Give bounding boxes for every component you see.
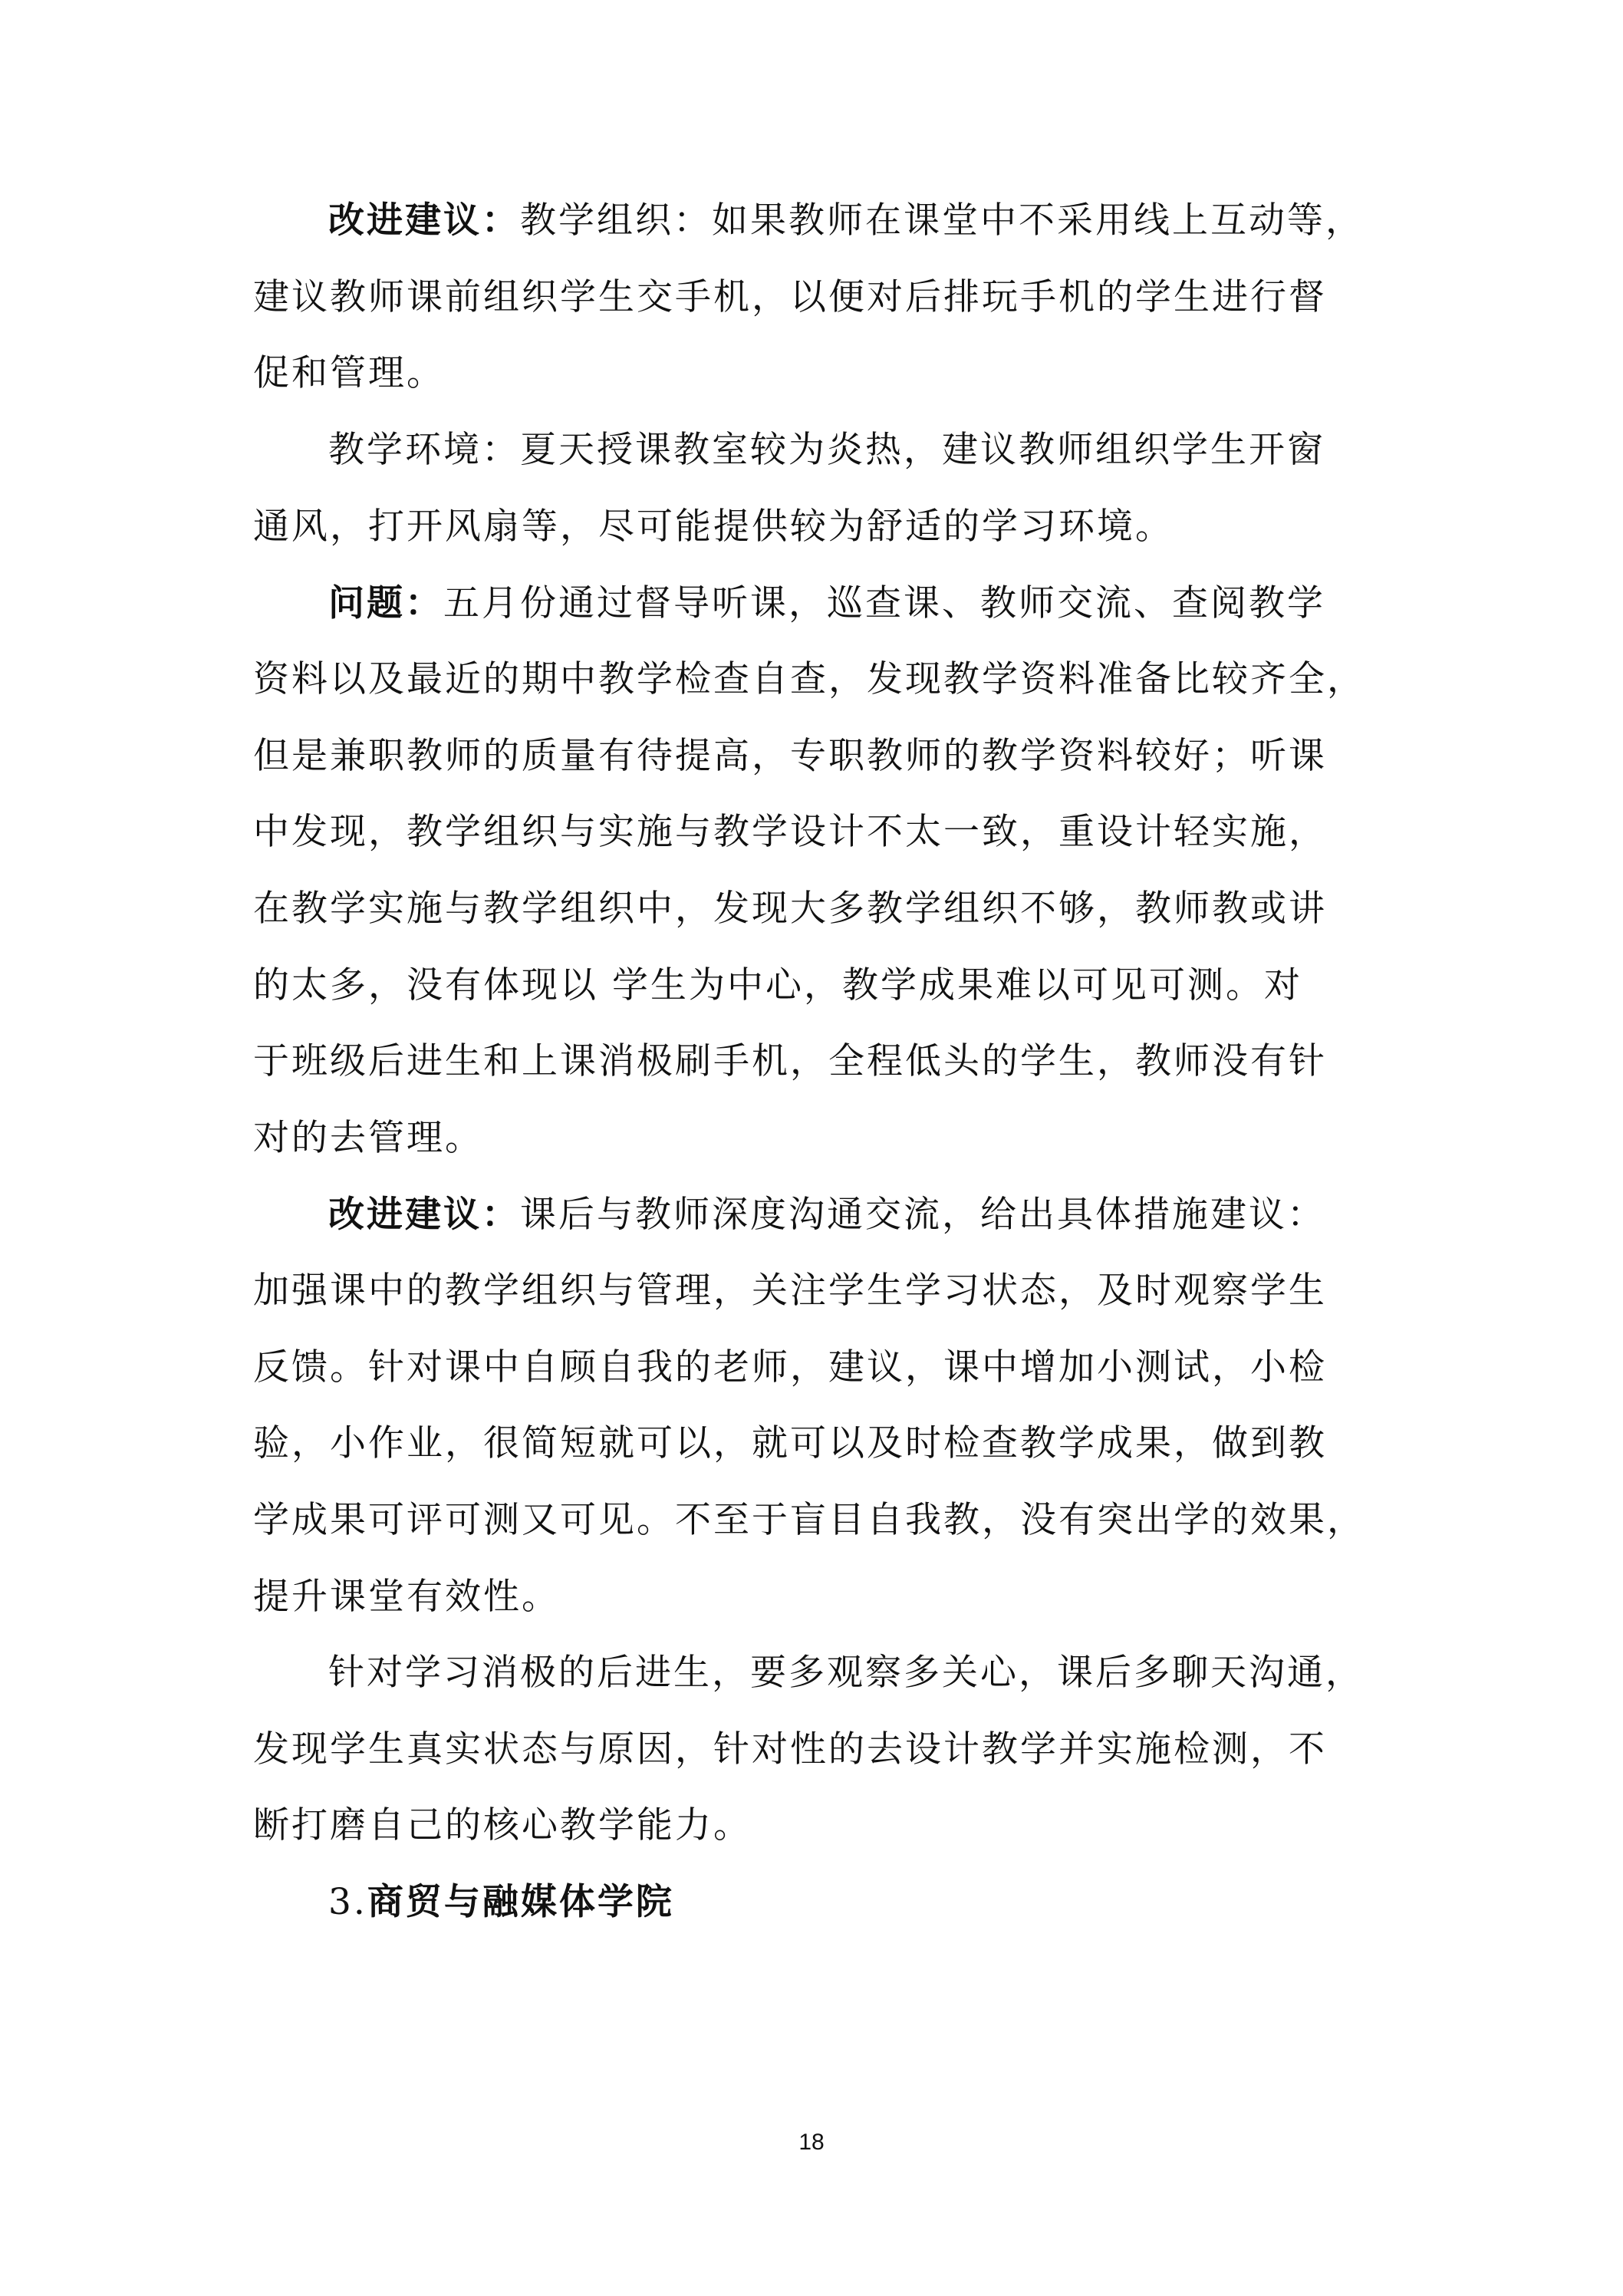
paragraph-1-line-1	[328, 198, 1364, 244]
section-title: 商贸与融媒体学院	[367, 1881, 674, 1923]
paragraph-3-line-5: 在教学实施与教学组织中，发现大多教学组织不够，教师教或讲	[253, 888, 1327, 930]
paragraph-text: 五月份通过督导听课，巡查课、教师交流、查阅教学	[443, 582, 1325, 624]
paragraph-4-line-4: 验，小作业，很简短就可以，就可以及时检查教学成果，做到教	[253, 1422, 1327, 1464]
suggestion-label: 改进建议：	[328, 199, 520, 242]
paragraph-3-line-6: 的太多，没有体现以 学生为中心，教学成果难以可见可测。对	[253, 964, 1302, 1006]
section-heading	[328, 1879, 674, 1925]
paragraph-5-line-1: 针对学习消极的后进生，要多观察多关心，课后多聊天沟通，	[328, 1652, 1364, 1694]
problem-label: 问题：	[328, 582, 443, 624]
suggestion-label: 改进建议：	[328, 1194, 520, 1236]
paragraph-text: 教学组织：如果教师在课堂中不采用线上互动等，	[520, 199, 1364, 242]
paragraph-3-line-7: 于班级后进生和上课消极刷手机，全程低头的学生，教师没有针	[253, 1040, 1327, 1082]
page-number: 18	[798, 2130, 825, 2155]
paragraph-5-line-3: 断打磨自己的核心教学能力。	[253, 1804, 752, 1846]
paragraph-2-line-1: 教学环境：夏天授课教室较为炎热，建议教师组织学生开窗	[328, 429, 1325, 471]
paragraph-3-line-4: 中发现，教学组织与实施与教学设计不太一致，重设计轻实施，	[253, 811, 1327, 853]
paragraph-4-line-1	[328, 1192, 1325, 1238]
paragraph-4-line-6: 提升课堂有效性。	[253, 1576, 560, 1618]
paragraph-3-line-3: 但是兼职教师的质量有待提高，专职教师的教学资料较好；听课	[253, 735, 1327, 777]
paragraph-1-line-2: 建议教师课前组织学生交手机，以便对后排玩手机的学生进行督	[253, 276, 1327, 318]
paragraph-2-line-2: 通风，打开风扇等，尽可能提供较为舒适的学习环境。	[253, 506, 1174, 548]
paragraph-4-line-5: 学成果可评可测又可见。不至于盲目自我教，没有突出学的效果，	[253, 1499, 1365, 1541]
paragraph-3-line-8: 对的去管理。	[253, 1117, 483, 1159]
paragraph-3-line-2: 资料以及最近的期中教学检查自查，发现教学资料准备比较齐全，	[253, 658, 1365, 700]
paragraph-5-line-2: 发现学生真实状态与原因，针对性的去设计教学并实施检测，不	[253, 1728, 1327, 1771]
paragraph-text: 课后与教师深度沟通交流，给出具体措施建议：	[520, 1194, 1325, 1236]
section-number: 3.	[328, 1881, 367, 1923]
paragraph-4-line-2: 加强课中的教学组织与管理，关注学生学习状态，及时观察学生	[253, 1270, 1327, 1312]
paragraph-4-line-3: 反馈。针对课中自顾自我的老师，建议，课中增加小测试，小检	[253, 1346, 1327, 1388]
paragraph-3-line-1	[328, 581, 1325, 627]
paragraph-1-line-3: 促和管理。	[253, 352, 445, 394]
